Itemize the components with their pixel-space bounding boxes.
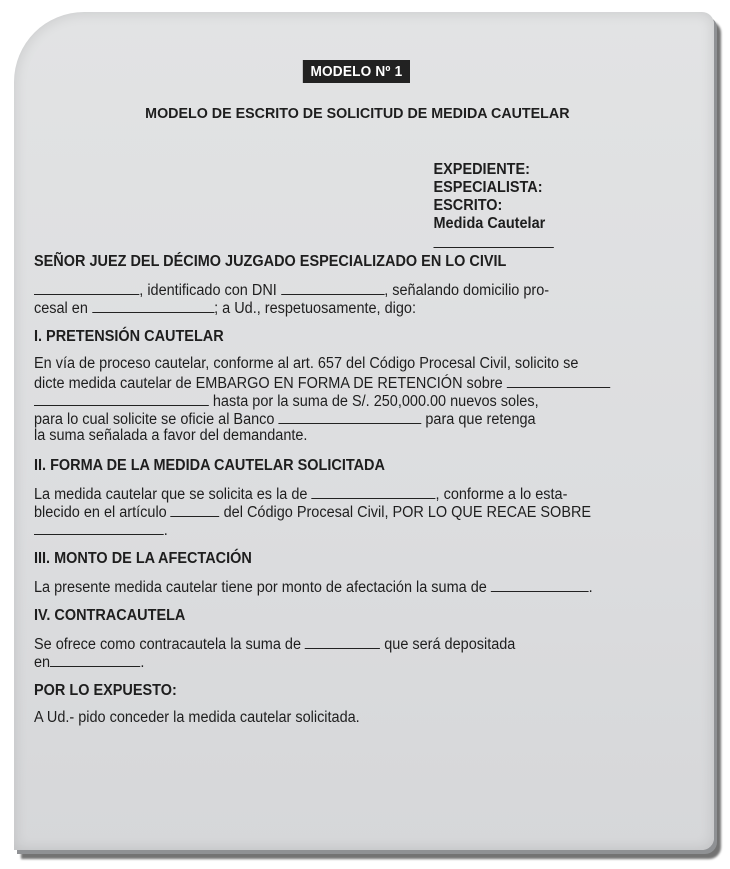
document-body: [34, 60, 656, 727]
blank-field[interactable]: [50, 652, 140, 667]
s1-line-5: la suma señalada a favor del demandante.: [34, 427, 308, 444]
section-4-body: [34, 634, 656, 670]
s2-text: del Código Procesal Civil, POR LO QUE RECAE SOBRE: [223, 504, 592, 521]
blank-field[interactable]: [311, 484, 435, 499]
intro-line-2: [34, 298, 656, 316]
s2-text: blecido en el artículo: [34, 504, 167, 521]
blank-field[interactable]: [34, 280, 139, 295]
s2-text: .: [163, 522, 168, 539]
blank-field[interactable]: [34, 391, 209, 406]
blank-field[interactable]: [92, 298, 214, 313]
blank-field[interactable]: [305, 634, 380, 649]
s3-text: La presente medida cautelar tiene por monto de afectación la suma de: [34, 579, 487, 596]
closing-title: POR LO EXPUESTO:: [34, 682, 177, 699]
s2-line-1: [34, 484, 656, 502]
blank-field[interactable]: [491, 577, 589, 592]
s2-line-3: [34, 520, 656, 538]
intro-text: , identificado con DNI: [139, 282, 277, 299]
s3-text: .: [588, 579, 593, 596]
document-title: MODELO DE ESCRITO DE SOLICITUD DE MEDIDA CAUTELAR: [145, 105, 570, 122]
s1-text: dicte medida cautelar de EMBARGO EN FORMA DE RETENCIÓN sobre: [34, 375, 503, 392]
s4-text: que será depositada: [384, 636, 516, 653]
s2-text: La medida cautelar que se solicita es la de: [34, 486, 308, 503]
badge-wrap: [57, 60, 657, 83]
section-3-body: [34, 577, 656, 595]
model-badge: MODELO Nº 1: [303, 60, 410, 83]
blank-field[interactable]: [34, 520, 164, 535]
closing-text: A Ud.- pido conceder la medida cautelar solicitada.: [34, 709, 360, 726]
s1-line-4: [34, 409, 656, 427]
section-2-title: II. FORMA DE LA MEDIDA CAUTELAR SOLICITADA: [34, 457, 385, 474]
s2-line-2: [34, 502, 656, 520]
meta-escrito: ESCRITO:: [433, 197, 503, 214]
section-2-body: [34, 484, 656, 538]
intro-paragraph: [34, 280, 656, 316]
s4-text: Se ofrece como contracautela la suma de: [34, 636, 301, 653]
s1-line-3: [34, 391, 656, 409]
intro-text: cesal en: [34, 300, 88, 317]
section-1-title: I. PRETENSIÓN CAUTELAR: [34, 328, 224, 345]
addressee: SEÑOR JUEZ DEL DÉCIMO JUZGADO ESPECIALIZADO EN LO CIVIL: [34, 253, 507, 270]
blank-field[interactable]: [278, 409, 421, 424]
s1-line-2: [34, 373, 656, 391]
section-3-title: III. MONTO DE LA AFECTACIÓN: [34, 550, 252, 567]
intro-line-1: [34, 280, 656, 298]
blank-field[interactable]: [434, 233, 554, 248]
s3-line-1: [34, 577, 656, 595]
meta-medida: Medida Cautelar: [433, 215, 546, 232]
s4-line-1: [34, 634, 656, 652]
intro-text: , señalando domicilio pro-: [384, 282, 550, 299]
meta-especialista: ESPECIALISTA:: [433, 179, 543, 196]
s4-line-2: [34, 652, 656, 670]
s2-text: , conforme a lo esta-: [435, 486, 568, 503]
meta-expediente: EXPEDIENTE:: [433, 161, 530, 178]
section-1-body: [34, 355, 656, 445]
blank-field[interactable]: [507, 373, 610, 388]
s1-text: hasta por la suma de S/. 250,000.00 nuevos soles,: [212, 393, 539, 410]
document-card: [14, 12, 714, 850]
s1-text: para que retenga: [425, 411, 536, 428]
s4-text: .: [140, 654, 145, 671]
s4-text: en: [34, 654, 51, 671]
meta-medida-row: [434, 215, 657, 233]
s1-line-1: En vía de proceso cautelar, conforme al art. 657 del Código Procesal Civil, solicito se: [34, 355, 579, 372]
blank-field[interactable]: [171, 502, 220, 517]
intro-text: ; a Ud., respetuosamente, digo:: [214, 300, 416, 317]
case-metadata: [434, 161, 657, 233]
blank-field[interactable]: [281, 280, 384, 295]
s1-text: para lo cual solicite se oficie al Banco: [34, 411, 275, 428]
section-4-title: IV. CONTRACAUTELA: [34, 607, 186, 624]
